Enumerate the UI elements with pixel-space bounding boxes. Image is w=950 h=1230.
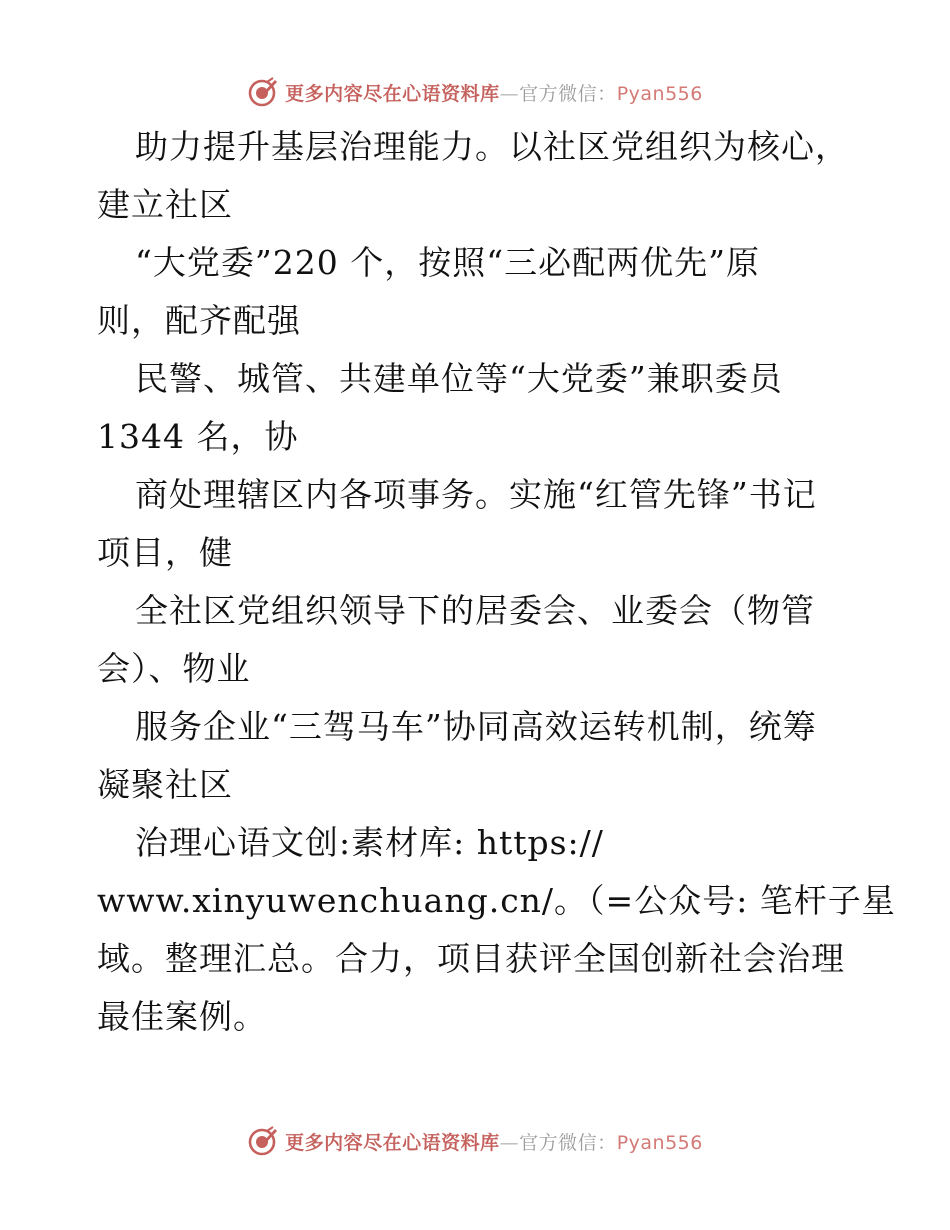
text-line: “大党委”220 个，按照“三必配两优先”原 (135, 243, 760, 282)
text-line: 项目，健 (97, 533, 233, 572)
text-line: 助力提升基层治理能力。以社区党组织为核心， (135, 127, 849, 166)
banner-text (285, 1128, 703, 1155)
text-line: 建立社区 (97, 185, 233, 224)
banner-text (285, 79, 703, 106)
quill-seal-logo-icon (247, 1125, 279, 1157)
text-line: 治理心语文创:素材库: https:// (135, 823, 604, 862)
text-line: 凝聚社区 (97, 765, 233, 804)
banner-red-text: 更多内容尽在心语资料库 (285, 82, 500, 105)
text-line: 则，配齐配强 (97, 301, 301, 340)
banner-dash: — (499, 82, 520, 105)
banner-dash: — (499, 1131, 520, 1154)
text-line: 民警、城管、共建单位等“大党委”兼职委员 (135, 359, 783, 398)
banner-handle: Pyan556 (616, 1131, 703, 1154)
header-watermark-banner (0, 72, 950, 112)
document-body (97, 118, 896, 1046)
text-line: 域。整理汇总。合力，项目获评全国创新社会治理 (97, 939, 845, 978)
text-line: 会）、物业 (97, 649, 251, 688)
banner-gray-text: 官方微信： (519, 82, 617, 105)
text-line: 商处理辖区内各项事务。实施“红管先锋”书记 (135, 475, 817, 514)
banner-handle: Pyan556 (616, 82, 703, 105)
text-line: 1344 名，协 (97, 417, 299, 456)
text-line: 服务企业“三驾马车”协同高效运转机制，统筹 (135, 707, 817, 746)
quill-seal-logo-icon (247, 76, 279, 108)
text-line: www.xinyuwenchuang.cn/。（=公众号: 笔杆子星 (97, 881, 896, 920)
banner-red-text: 更多内容尽在心语资料库 (285, 1131, 500, 1154)
text-line: 最佳案例。 (97, 997, 267, 1036)
footer-watermark-banner (0, 1121, 950, 1161)
text-line: 全社区党组织领导下的居委会、业委会（物管 (135, 591, 815, 630)
banner-gray-text: 官方微信： (519, 1131, 617, 1154)
